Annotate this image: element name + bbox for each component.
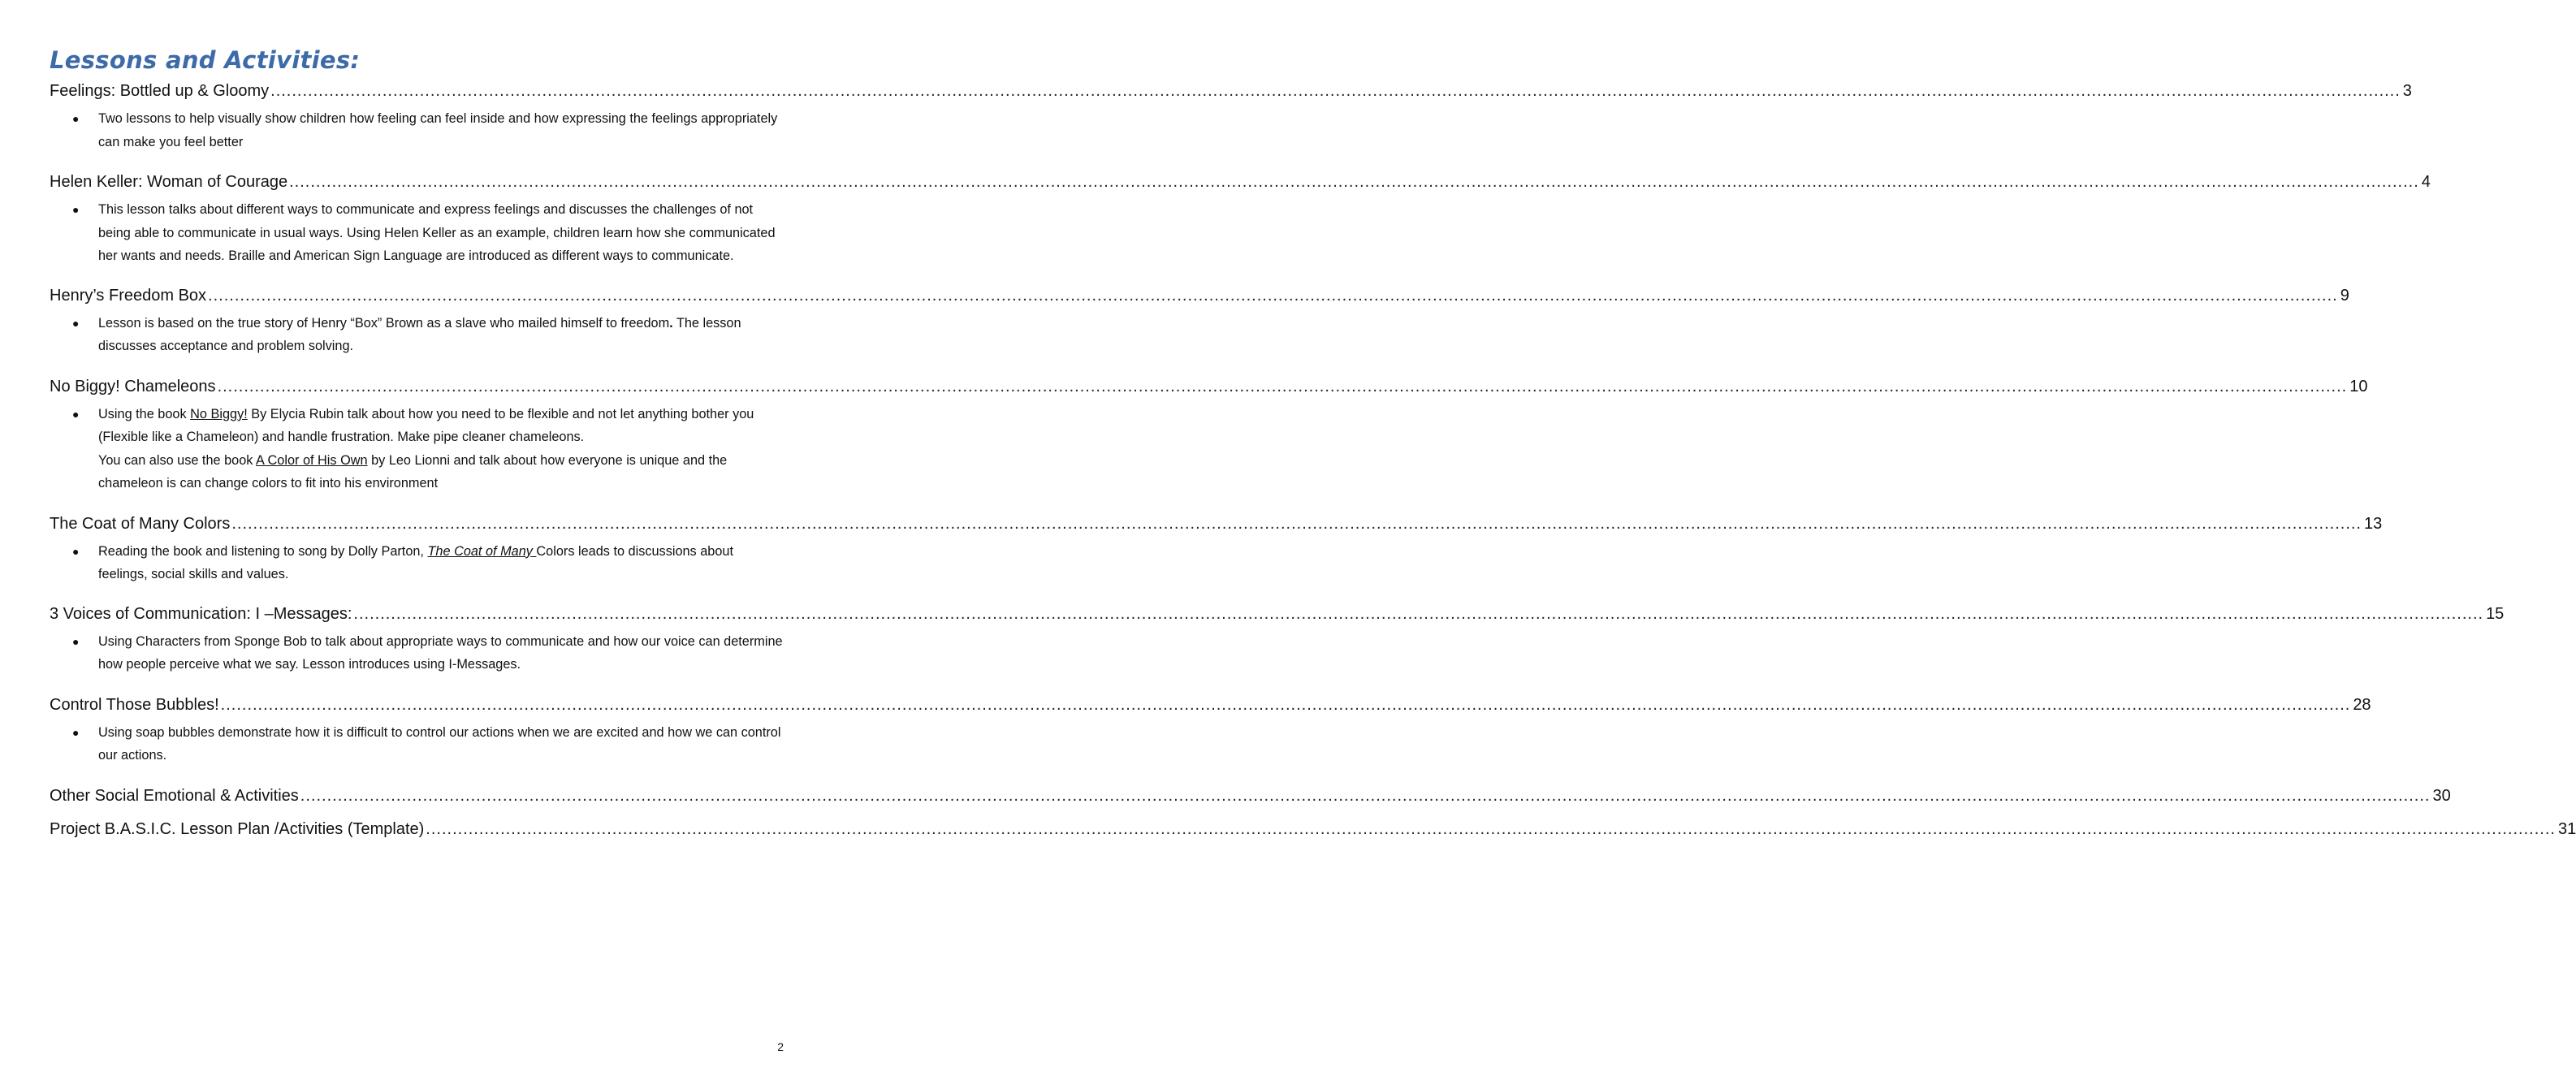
toc-entry-label: 3 Voices of Communication: I –Messages: bbox=[50, 604, 352, 623]
toc-entry-line[interactable] bbox=[50, 284, 2349, 307]
toc-page bbox=[50, 45, 2576, 840]
toc-leader-dots: ................................................................................................................................................................................................................................................................................................................................................................................................................ bbox=[426, 819, 2556, 838]
toc-entry-description-list bbox=[50, 540, 784, 586]
toc-entry-line[interactable] bbox=[50, 784, 2451, 807]
toc-entry bbox=[50, 284, 2349, 358]
toc-entry-description: ● Two lessons to help visually show children how feeling can feel inside and how expressing the feelings appropriately can make you feel better bbox=[50, 107, 784, 153]
bullet-icon: ● bbox=[72, 407, 80, 421]
toc-entry-label: No Biggy! Chameleons bbox=[50, 377, 216, 395]
toc-entry bbox=[50, 80, 2412, 153]
toc-entry-description-list bbox=[50, 721, 784, 767]
bullet-icon: ● bbox=[72, 112, 80, 125]
toc-entry-page: 30 bbox=[2432, 786, 2451, 805]
toc-entry-line[interactable] bbox=[50, 375, 2368, 398]
toc-entry bbox=[50, 512, 2383, 586]
toc-entry-description-list bbox=[50, 198, 784, 268]
toc-entry-line[interactable] bbox=[50, 694, 2371, 716]
toc-entry bbox=[50, 603, 2505, 676]
toc-entry-description: ● Using the book No Biggy! By Elycia Rubin talk about how you need to be flexible and not let anything bother you (Flexible like a Chameleon) and handle frustration. Make pipe cleaner chameleons. You can also use the book A Color of His Own by Leo Lionni and talk about how everyone is unique and the chameleon is can change colors to fit into his environment bbox=[50, 403, 784, 495]
toc-leader-dots: ................................................................................................................................................................................................................................................................................................................................................................................................................ bbox=[353, 604, 2484, 623]
toc-entry-label: Feelings: Bottled up & Gloomy bbox=[50, 82, 270, 100]
toc-leader-dots: ................................................................................................................................................................................................................................................................................................................................................................................................................ bbox=[231, 514, 2362, 533]
toc-entry-page: 31 bbox=[2557, 819, 2576, 838]
toc-entry-description: ● Reading the book and listening to song by Dolly Parton, The Coat of Many Colors leads to discussions about feelings, social skills and values. bbox=[50, 540, 784, 586]
toc-entry-description: ● Using soap bubbles demonstrate how it is difficult to control our actions when we are excited and how we can control our actions. bbox=[50, 721, 784, 767]
bullet-icon: ● bbox=[72, 544, 80, 558]
toc-leader-dots: ................................................................................................................................................................................................................................................................................................................................................................................................................ bbox=[220, 695, 2351, 714]
toc-entry-label: Henry’s Freedom Box bbox=[50, 286, 207, 305]
toc-entry-page: 10 bbox=[2349, 377, 2368, 395]
toc-entry-label: Helen Keller: Woman of Courage bbox=[50, 173, 288, 191]
toc-entry-page: 13 bbox=[2363, 514, 2383, 533]
toc-entry-description-list bbox=[50, 312, 784, 358]
toc-entry-page: 28 bbox=[2353, 695, 2371, 714]
bullet-icon: ● bbox=[72, 725, 80, 739]
page-number: 2 bbox=[777, 1040, 784, 1053]
toc-entry-page: 4 bbox=[2421, 173, 2431, 191]
toc-entry-page: 9 bbox=[2340, 286, 2349, 305]
toc-entry-description: ● This lesson talks about different ways to communicate and express feelings and discusses the challenges of not being able to communicate in usual ways. Using Helen Keller as an example, children learn how she communicated her wants and needs. Braille and American Sign Language are introduced as different ways to communicate. bbox=[50, 198, 784, 268]
bullet-icon: ● bbox=[72, 634, 80, 648]
bullet-icon: ● bbox=[72, 203, 80, 216]
toc-entry-line[interactable] bbox=[50, 603, 2505, 625]
toc-entry-line[interactable] bbox=[50, 818, 2576, 840]
toc-entry-description-list bbox=[50, 403, 784, 495]
toc-entry-label: Other Social Emotional & Activities bbox=[50, 786, 299, 805]
toc-entry bbox=[50, 375, 2368, 495]
toc-leader-dots: ................................................................................................................................................................................................................................................................................................................................................................................................................ bbox=[289, 173, 2419, 191]
toc-entry-label: Control Those Bubbles! bbox=[50, 695, 219, 714]
toc-entry bbox=[50, 784, 2451, 807]
toc-entry-description: ● Lesson is based on the true story of Henry “Box” Brown as a slave who mailed himself to freedom. The lesson discusses acceptance and problem solving. bbox=[50, 312, 784, 358]
toc-entry-page: 3 bbox=[2402, 82, 2412, 100]
toc-entry-line[interactable] bbox=[50, 171, 2431, 193]
toc-leader-dots: ................................................................................................................................................................................................................................................................................................................................................................................................................ bbox=[300, 786, 2431, 805]
toc-entry-page: 15 bbox=[2486, 604, 2505, 623]
toc-entry-line[interactable] bbox=[50, 512, 2383, 535]
book-title: No Biggy! bbox=[190, 406, 248, 421]
toc-entry-description: ● Using Characters from Sponge Bob to talk about appropriate ways to communicate and how our voice can determine how people perceive what we say. Lesson introduces using I-Messages. bbox=[50, 630, 784, 676]
document-title: Lessons and Activities: bbox=[50, 46, 361, 74]
toc-entry bbox=[50, 818, 2576, 840]
toc-leader-dots: ................................................................................................................................................................................................................................................................................................................................................................................................................ bbox=[217, 377, 2348, 395]
bullet-icon: ● bbox=[72, 316, 80, 330]
toc-entry-label: Project B.A.S.I.C. Lesson Plan /Activities (Template) bbox=[50, 819, 425, 838]
book-title: A Color of His Own bbox=[256, 452, 368, 468]
toc-entry bbox=[50, 694, 2371, 767]
toc-entry-description-list bbox=[50, 630, 784, 676]
toc-entry-description-list bbox=[50, 107, 784, 153]
toc-entry-label: The Coat of Many Colors bbox=[50, 514, 231, 533]
toc-leader-dots: ................................................................................................................................................................................................................................................................................................................................................................................................................ bbox=[208, 286, 2338, 305]
toc-leader-dots: ................................................................................................................................................................................................................................................................................................................................................................................................................ bbox=[270, 82, 2401, 100]
toc-entry bbox=[50, 171, 2431, 268]
song-title: The Coat of Many bbox=[427, 543, 537, 559]
toc-entry-line[interactable] bbox=[50, 80, 2412, 102]
